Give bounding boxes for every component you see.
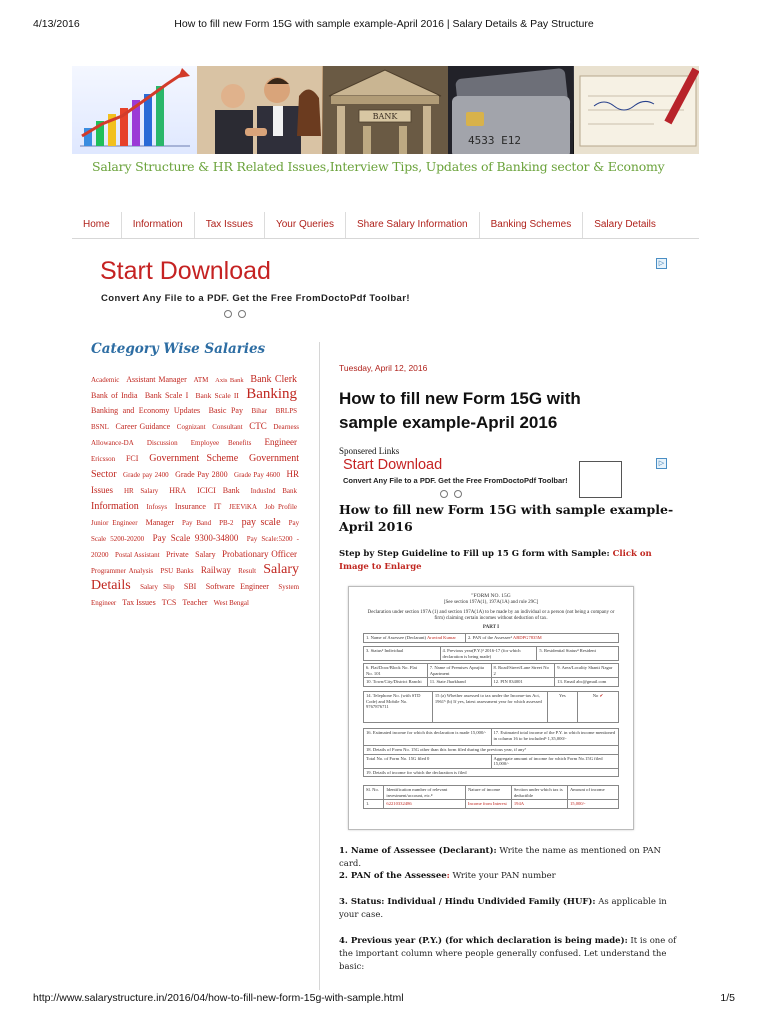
form-table-top: 1. Name of Assessee (Declarant) Aravind Kumar 2. PAN of the Assessee¹ ABDPG7835M	[363, 633, 619, 643]
tag-link[interactable]: Bank Clerk	[250, 374, 298, 385]
tag-link[interactable]: Grade Pay 2800	[175, 470, 228, 479]
form-table-row6: 16. Estimated income for which this declaration is made 15,000/- 17. Estimated total income of the P.Y. in which income mentioned in column 16 to be included⁶ 1,35,000/- 18. Details of Form No. 15G other than this form filed during the previous year, if any⁷ Total No. of Form No. 15G filed 0 Aggregate amount of income for which Form No.15G filed 15,000/- 19. Details of income for which the declaration is filed	[363, 728, 619, 777]
tag-cloud	[91, 371, 299, 610]
adchoices-icon[interactable]: ▷	[656, 458, 667, 469]
tag-link[interactable]: Dearness Allowance-DA	[91, 423, 300, 447]
print-url: http://www.salarystructure.in/2016/04/how-to-fill-new-form-15g-with-sample.html	[33, 992, 404, 1004]
tag-link[interactable]: IT	[213, 502, 222, 511]
tag-link[interactable]: Probationary Officer	[222, 549, 298, 559]
tag-link[interactable]: Programmer Analysis	[91, 567, 154, 575]
tag-link[interactable]: Grade pay 2400	[123, 471, 169, 479]
tag-link[interactable]: Basic Pay	[208, 406, 243, 415]
tag-link[interactable]: Manager	[145, 518, 175, 527]
tag-link[interactable]: TCS	[161, 598, 177, 607]
tag-link[interactable]: West Bengal	[213, 599, 249, 607]
tag-link[interactable]: Bank of India	[91, 391, 138, 400]
tag-link[interactable]: Tax Issues	[122, 598, 156, 607]
sponsored-label: Sponsered Links	[339, 446, 400, 456]
tag-link[interactable]: Salary	[195, 550, 216, 559]
tag-link[interactable]: Consultant	[212, 423, 243, 431]
tag-link[interactable]: Job Profile	[264, 503, 298, 511]
tag-link[interactable]: Pay Scale 5200-20200	[91, 519, 300, 543]
nav-home[interactable]: Home	[72, 212, 122, 238]
tag-link[interactable]: Salary Slip	[140, 583, 175, 591]
business-meeting-image	[197, 66, 322, 154]
carousel-dot[interactable]	[224, 310, 232, 318]
ad-subtext[interactable]: Convert Any File to a PDF. Get the Free FromDoctoPdf Toolbar!	[101, 293, 410, 304]
ad-headline[interactable]: Start Download	[100, 257, 271, 285]
adchoices-icon[interactable]: ▷	[656, 258, 667, 269]
carousel-dot[interactable]	[238, 310, 246, 318]
form-title: "FORM NO. 15G	[471, 593, 511, 599]
tag-link[interactable]: Ericsson	[91, 455, 116, 463]
tag-link[interactable]: Infosys	[146, 503, 168, 511]
card-number-text: 4533 E12	[468, 134, 522, 147]
tag-link[interactable]: Banking and Economy Updates	[91, 406, 201, 415]
tag-link[interactable]: Salary Details	[91, 562, 300, 593]
bank-building-image	[323, 66, 448, 154]
tag-link[interactable]: BSNL	[91, 423, 109, 431]
tag-link[interactable]: Discussion	[146, 439, 178, 447]
tag-link[interactable]: System Engineer	[91, 583, 300, 607]
tag-link[interactable]: PSU Banks	[160, 567, 194, 575]
article-heading: How to fill new Form 15G with sample example-April 2016	[339, 502, 674, 534]
site-tagline: Salary Structure & HR Related Issues,Interview Tips, Updates of Banking sector & Economy	[92, 159, 665, 174]
tag-link[interactable]: Result	[238, 567, 257, 575]
tag-link[interactable]: Bank Scale II	[195, 391, 239, 400]
tag-link[interactable]: pay scale	[241, 517, 281, 528]
tag-link[interactable]: Railway	[200, 565, 231, 575]
tag-link[interactable]: Career Guidance	[115, 422, 171, 431]
tag-link[interactable]: HR Issues	[91, 469, 300, 495]
tag-link[interactable]: PB-2	[219, 519, 234, 527]
tag-link[interactable]: HR Salary	[123, 487, 159, 495]
tag-link[interactable]: Insurance	[174, 502, 206, 511]
nav-salary-details[interactable]: Salary Details	[594, 219, 656, 230]
tag-link[interactable]: Information	[91, 501, 139, 512]
inline-ad-image-box[interactable]	[579, 461, 622, 498]
tag-link[interactable]: CTC	[249, 421, 267, 431]
print-page-number: 1/5	[720, 992, 735, 1004]
tag-link[interactable]: Pay Scale 9300-34800	[152, 533, 239, 543]
form-declaration: Declaration under section 197A (1) and section 197A(1A) to be made by an individual or a person (not being a company or firm) claiming certain incomes without deduction of tax.	[367, 610, 615, 621]
bank-sign-text: BANK	[372, 112, 398, 121]
tag-link[interactable]: ICICI Bank	[197, 486, 240, 495]
form-table-income: Sl. No. Identification number of relevant investment/account, etc.⁸ Nature of income Section under which tax is deductible Amount of income 1. 62210332486 Income from Interest 194A 15,000/-	[363, 785, 619, 809]
column-divider	[319, 342, 320, 990]
field-explanation-2: 2. PAN of the Assessee: Write your PAN number	[339, 871, 556, 881]
tag-link[interactable]: Software Engineer	[205, 582, 269, 591]
tag-link[interactable]: Banking	[246, 386, 298, 402]
inline-ad-subtext[interactable]: Convert Any File to a PDF. Get the Free FromDoctoPdf Toolbar!	[343, 476, 568, 485]
tag-link[interactable]: Postal Assistant	[114, 551, 160, 559]
tag-link[interactable]: Bihar	[251, 407, 268, 415]
cheque-image	[574, 66, 699, 154]
nav-tax-issues[interactable]: Tax Issues	[195, 212, 265, 238]
tag-link[interactable]: Assistant Manager	[126, 375, 187, 384]
field-explanation-1: 1. Name of Assessee (Declarant): Write the name as mentioned on PAN card.	[339, 846, 661, 869]
tag-link[interactable]: IndusInd Bank	[250, 487, 298, 495]
tag-link[interactable]: SBI	[183, 582, 197, 591]
print-page-title: How to fill new Form 15G with sample example-April 2016 | Salary Details & Pay Structure	[174, 18, 594, 30]
tag-link[interactable]: Junior Engineer	[91, 519, 138, 527]
inline-ad-headline[interactable]: Start Download	[343, 457, 443, 473]
nav-your-queries[interactable]: Your Queries	[265, 212, 346, 238]
tag-link[interactable]: Grade Pay 4600	[234, 471, 281, 479]
checkmark-icon: ✔	[599, 693, 604, 698]
form-part: PART I	[482, 625, 500, 630]
form-table-row3: 6. Flat/Door/Block No. Flat No. 101 7. Name of Premises Aprajita Apartment 8. Road/Street/Lane Street No 2 9. Area/Locality Shanti Nagar 10. Town/City/District Ranchi 11. State Jharkhand 12. PIN 834001 13. Email abc@gmail.com	[363, 663, 619, 687]
form-table-row5: 14. Telephone No. (with STD Code) and Mobile No. 9767876711 15 (a) Whether assessed to tax under the Income-tax Act, 1961⁵ (b) If yes, latest assessment year for which assessed Yes No ✔	[363, 691, 619, 723]
form-table-row2: 3. Status² Individual 4. Previous year(P.Y.)³ 2016-17 (for which declaration is being made) 5. Residential Status⁴ Resident	[363, 646, 619, 661]
tag-link[interactable]: Academic	[91, 376, 120, 384]
tag-link[interactable]: Government Scheme	[149, 453, 239, 464]
form-15g-sample-image[interactable]	[348, 586, 634, 830]
sidebar-title: Category Wise Salaries	[91, 341, 266, 357]
tag-link[interactable]: Teacher	[182, 598, 208, 607]
chart-image	[72, 66, 197, 154]
print-date: 4/13/2016	[33, 18, 80, 30]
carousel-dot[interactable]	[440, 490, 448, 498]
guideline-text	[339, 548, 684, 574]
ad-carousel-dots	[224, 310, 246, 318]
credit-cards-image	[448, 66, 573, 154]
nav-information[interactable]: Information	[122, 212, 195, 238]
field-explanation-3: 3. Status: Individual / Hindu Undivided Family (HUF): As applicable in your case.	[339, 897, 667, 920]
form-subtitle: [See section 197A(1), 197A(1A) and rule 29C]	[443, 600, 539, 605]
tag-link[interactable]: Engineer	[264, 437, 297, 447]
nav-banking-schemes[interactable]: Banking Schemes	[480, 212, 584, 238]
tag-link[interactable]: Pay Band	[182, 519, 212, 527]
tag-link[interactable]: FCI	[125, 454, 139, 463]
tag-link[interactable]: Pay Scale:5200 - 20200	[91, 535, 300, 559]
guideline-prefix: Step by Step Guideline to Fill up 15 G form with Sample:	[339, 549, 610, 559]
tag-link[interactable]: BRLPS	[275, 407, 297, 415]
tag-link[interactable]: Private	[166, 550, 189, 559]
tag-link[interactable]: JEEViKA	[229, 503, 258, 511]
tag-link[interactable]: Axis Bank	[215, 377, 244, 384]
site-banner[interactable]	[72, 66, 699, 154]
field-explanation-4: 4. Previous year (P.Y.) (for which declaration is being made): It is one of the important column where people generally confused. Let understand the basic:	[339, 936, 677, 972]
nav-share-salary-information[interactable]: Share Salary Information	[346, 212, 480, 238]
carousel-dot[interactable]	[454, 490, 462, 498]
tag-link[interactable]: HRA	[169, 486, 187, 495]
tag-link[interactable]: Bank Scale I	[144, 391, 189, 400]
tag-link[interactable]: Government Sector	[91, 453, 300, 480]
post-date: Tuesday, April 12, 2016	[339, 363, 428, 373]
main-nav	[72, 212, 699, 239]
enlarge-image-link[interactable]: Click on Image to Enlarge	[339, 549, 652, 572]
post-title: How to fill new Form 15G with sample example-April 2016	[339, 389, 581, 432]
inline-ad-dots	[440, 490, 462, 498]
tag-link[interactable]: ATM	[193, 376, 209, 384]
tag-link[interactable]: Employee Benefits	[190, 439, 252, 447]
tag-link[interactable]: Cognizant	[176, 423, 206, 431]
